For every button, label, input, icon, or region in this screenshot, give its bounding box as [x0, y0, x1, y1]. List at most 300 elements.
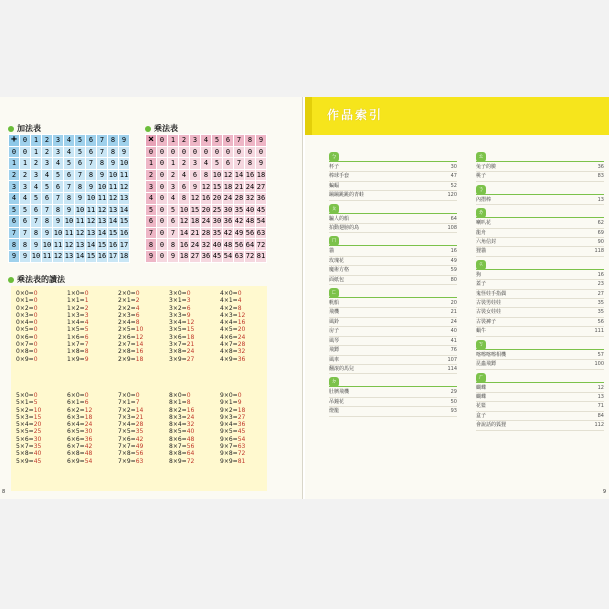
recitation-answer: 28 — [237, 341, 246, 349]
index-entry-name: 狸貓 — [476, 248, 487, 255]
recitation-answer: 7 — [135, 399, 140, 407]
recitation-line — [16, 348, 38, 355]
addition-cell: 9 — [53, 216, 64, 228]
addition-header-cell: 4 — [64, 135, 75, 147]
multiplication-row — [146, 250, 267, 262]
index-group — [476, 185, 604, 205]
multiplication-cell: 9 — [256, 158, 267, 170]
recitation-equation: 1×9= — [67, 355, 85, 363]
index-entry-name: 貓 — [329, 248, 335, 255]
addition-cell: 10 — [75, 205, 85, 214]
recitation-equation: 1×1= — [67, 297, 85, 305]
recitation-equation: 4×5= — [220, 326, 238, 334]
recitation-title: 乘法表的讀法 — [8, 274, 65, 285]
addition-header-cell: 7 — [97, 135, 108, 147]
addition-cell: 13 — [97, 217, 107, 226]
recitation-column — [169, 392, 194, 465]
recitation-answer: 0 — [186, 392, 191, 399]
index-entry — [476, 384, 604, 393]
index-entry-page: 76 — [450, 347, 457, 354]
recitation-answer: 8 — [135, 319, 140, 327]
multiplication-cell: 35 — [234, 205, 244, 214]
recitation-line — [169, 421, 194, 428]
recitation-answer: 32 — [186, 421, 195, 429]
index-group-header — [329, 377, 457, 387]
addition-cell: 11 — [97, 194, 107, 203]
multiplication-cell: 32 — [201, 240, 211, 249]
recitation-line — [118, 326, 143, 333]
recitation-column — [67, 290, 89, 363]
recitation-equation: 6×6= — [67, 435, 85, 443]
recitation-line — [67, 290, 89, 297]
multiplication-cell: 30 — [223, 205, 233, 214]
addition-header-cell: 0 — [20, 135, 31, 147]
index-group — [329, 152, 457, 201]
index-entry-name: 花籃 — [476, 403, 487, 410]
index-entry-name: 蝴蝶 — [476, 384, 487, 391]
multiplication-row — [146, 216, 267, 228]
banner-tab — [305, 97, 312, 135]
index-entry-page: 111 — [594, 328, 604, 335]
recitation-line — [67, 326, 89, 333]
index-entry-page: 62 — [597, 220, 604, 227]
index-group — [329, 288, 457, 374]
recitation-line — [118, 399, 143, 406]
addition-cell: 6 — [75, 158, 86, 170]
addition-cell: 15 — [119, 217, 129, 226]
recitation-line — [16, 297, 38, 304]
addition-cell: 7 — [53, 192, 64, 204]
addition-cell: 15 — [86, 252, 96, 261]
multiplication-cell: 21 — [234, 182, 244, 191]
addition-cell: 9 — [42, 227, 53, 239]
recitation-equation: 3×3= — [169, 311, 187, 319]
addition-cell: 4 — [53, 158, 64, 170]
index-entry — [329, 276, 457, 285]
recitation-answer: 18 — [135, 355, 144, 363]
recitation-line — [220, 392, 245, 399]
addition-cell: 10 — [53, 229, 63, 238]
recitation-line — [169, 399, 194, 406]
index-entry — [476, 299, 604, 308]
index-letter-badge: ㄏ — [477, 373, 484, 381]
index-entry — [476, 402, 604, 411]
multiplication-cell: 35 — [212, 229, 222, 238]
recitation-line — [220, 348, 245, 355]
recitation-line — [220, 326, 245, 333]
recitation-line — [169, 414, 194, 421]
addition-cell: 8 — [53, 204, 64, 216]
addition-cell: 8 — [20, 239, 31, 251]
recitation-answer: 0 — [237, 290, 242, 297]
addition-cell: 10 — [108, 171, 118, 180]
addition-cell: 9 — [97, 169, 108, 181]
multiplication-cell: 0 — [223, 146, 234, 158]
addition-cell: 6 — [31, 204, 42, 216]
recitation-equation: 4×1= — [220, 297, 238, 305]
recitation-answer: 0 — [33, 333, 38, 341]
addition-cell: 8 — [31, 227, 42, 239]
multiplication-cell: 0 — [168, 146, 179, 158]
addition-row-header-cell: 3 — [9, 181, 20, 193]
recitation-line — [220, 356, 245, 363]
recitation-equation: 5×3= — [16, 413, 34, 421]
multiplication-cell: 8 — [245, 158, 256, 170]
index-entry — [329, 346, 457, 355]
recitation-equation: 3×5= — [169, 326, 187, 334]
recitation-equation: 8×7= — [169, 443, 187, 451]
index-entry-name: 蝸牛 — [476, 328, 487, 335]
recitation-line — [16, 356, 38, 363]
addition-header-row — [9, 135, 130, 147]
multiplication-cell: 9 — [190, 181, 201, 193]
recitation-answer: 0 — [186, 290, 191, 297]
index-entry — [476, 318, 604, 327]
addition-cell: 5 — [75, 146, 86, 158]
recitation-column — [118, 290, 143, 363]
recitation-answer: 8 — [237, 304, 242, 312]
multiplication-cell: 8 — [201, 169, 212, 181]
recitation-answer: 5 — [84, 326, 89, 334]
recitation-equation: 2×7= — [118, 341, 136, 349]
bullet-icon — [145, 126, 151, 132]
addition-cell: 7 — [86, 158, 97, 170]
index-entry-page: 56 — [597, 318, 604, 325]
multiplication-cell: 56 — [245, 229, 255, 238]
multiplication-cell: 30 — [212, 217, 222, 226]
index-group-header — [476, 152, 604, 162]
multiplication-cell: 0 — [157, 239, 168, 251]
recitation-answer: 72 — [237, 450, 246, 458]
multiplication-cell: 40 — [212, 240, 222, 249]
multiplication-cell: 15 — [190, 205, 200, 214]
recitation-line — [16, 319, 38, 326]
recitation-answer: 7 — [84, 341, 89, 349]
index-entry — [476, 172, 604, 181]
multiplication-cell: 63 — [234, 252, 244, 261]
recitation-answer: 12 — [135, 333, 144, 341]
addition-cell: 5 — [31, 192, 42, 204]
addition-row — [9, 250, 130, 262]
multiplication-header-cell: 5 — [212, 135, 223, 147]
index-entry-page: 118 — [594, 248, 604, 255]
addition-cell: 12 — [119, 182, 129, 191]
recitation-line — [169, 290, 194, 297]
multiplication-row-header-cell: 1 — [146, 158, 157, 170]
index-entry-page: 93 — [450, 408, 457, 415]
addition-cell: 4 — [64, 146, 75, 158]
recitation-answer: 1 — [84, 297, 89, 305]
index-entry — [329, 398, 457, 407]
recitation-line — [169, 356, 194, 363]
index-group — [476, 340, 604, 370]
index-letter-badge: ㄋ — [477, 185, 484, 193]
addition-row-header-cell: 5 — [9, 204, 20, 216]
recitation-line — [16, 290, 38, 297]
index-entry-page: 13 — [597, 196, 604, 203]
multiplication-cell: 0 — [179, 146, 190, 158]
recitation-equation: 5×1= — [16, 399, 34, 407]
addition-cell: 3 — [20, 181, 31, 193]
multiplication-cell: 16 — [179, 240, 189, 249]
recitation-equation: 8×9= — [169, 457, 187, 465]
index-entry-page: 30 — [450, 164, 457, 170]
recitation-column — [220, 392, 245, 465]
index-letter-badge: ㄉ — [330, 378, 337, 386]
recitation-line — [118, 421, 143, 428]
recitation-line — [220, 443, 245, 450]
index-entry-name: 面紙包 — [329, 276, 345, 283]
addition-cell: 16 — [97, 252, 107, 261]
multiplication-cell: 4 — [179, 169, 190, 181]
recitation-equation: 3×1= — [169, 297, 187, 305]
multiplication-row — [146, 239, 267, 251]
recitation-line — [118, 392, 143, 399]
multiplication-cell: 9 — [168, 250, 179, 262]
index-entry-name: 騙人的船 — [329, 215, 350, 222]
multiplication-cell: 32 — [245, 194, 255, 203]
index-letter-badge: ㄈ — [330, 289, 337, 297]
recitation-answer: 36 — [237, 355, 246, 363]
recitation-answer: 64 — [186, 450, 195, 458]
multiplication-cell: 36 — [201, 252, 211, 261]
multiplication-cell: 4 — [201, 158, 212, 170]
index-entry-name: 吊鐘花 — [329, 398, 345, 405]
index-group-header — [476, 185, 604, 195]
index-entry-name: 龍舟 — [476, 229, 487, 236]
index-group-header — [476, 340, 604, 350]
index-entry-page: 36 — [597, 164, 604, 170]
multiplication-row-header-cell: 6 — [146, 216, 157, 228]
index-letter-badge: ㄊ — [477, 153, 484, 160]
index-entry — [329, 163, 457, 172]
addition-cell: 9 — [86, 181, 97, 193]
index-entry-page: 20 — [450, 300, 457, 307]
addition-row-header-cell: 4 — [9, 192, 20, 204]
recitation-line — [16, 421, 41, 428]
recitation-line — [118, 341, 143, 348]
multiplication-cell: 14 — [179, 229, 189, 238]
recitation-line — [67, 312, 89, 319]
recitation-answer: 12 — [237, 311, 246, 319]
index-entry-name: 盒子 — [476, 412, 487, 419]
multiplication-cell: 72 — [256, 240, 266, 249]
recitation-line — [16, 334, 38, 341]
bullet-icon — [8, 126, 14, 132]
recitation-answer: 14 — [135, 341, 144, 349]
recitation-line — [118, 305, 143, 312]
index-entry-page: 83 — [597, 173, 604, 180]
addition-row-header-cell: 0 — [9, 146, 20, 158]
addition-cell: 14 — [108, 217, 118, 226]
multiplication-cell: 0 — [157, 192, 168, 204]
index-letter-badge: ㄌ — [477, 209, 484, 217]
multiplication-cell: 14 — [234, 171, 244, 180]
multiplication-header-row — [146, 135, 267, 147]
recitation-equation: 2×0= — [118, 290, 136, 297]
recitation-answer: 4 — [84, 319, 89, 327]
recitation-equation: 6×2= — [67, 406, 85, 414]
recitation-equation: 5×4= — [16, 421, 34, 429]
index-group-header — [329, 236, 457, 246]
recitation-equation: 6×0= — [67, 392, 85, 399]
addition-cell: 12 — [86, 217, 96, 226]
addition-cell: 9 — [64, 204, 75, 216]
recitation-equation: 5×5= — [16, 428, 34, 436]
recitation-line — [169, 305, 194, 312]
addition-cell: 16 — [108, 240, 118, 249]
multiplication-cell: 12 — [201, 182, 211, 191]
recitation-equation: 8×6= — [169, 435, 187, 443]
recitation-line — [16, 341, 38, 348]
recitation-equation: 7×6= — [118, 435, 136, 443]
recitation-equation: 2×1= — [118, 297, 136, 305]
recitation-column — [169, 290, 194, 363]
index-entry-page: 27 — [597, 290, 604, 297]
index-entry — [329, 356, 457, 365]
recitation-answer: 72 — [186, 457, 195, 465]
recitation-equation: 1×6= — [67, 333, 85, 341]
addition-cell: 8 — [86, 169, 97, 181]
recitation-column — [67, 392, 92, 465]
addition-cell: 3 — [42, 158, 53, 170]
recitation-line — [220, 414, 245, 421]
multiplication-cell: 0 — [256, 146, 267, 158]
multiplication-cell: 7 — [234, 158, 245, 170]
multiplication-row — [146, 169, 267, 181]
multiplication-cell: 0 — [157, 216, 168, 228]
multiplication-cell: 0 — [157, 250, 168, 262]
index-entry — [476, 327, 604, 336]
recitation-answer: 16 — [237, 319, 246, 327]
index-entry-name: 風鈴 — [329, 318, 340, 325]
recitation-line — [118, 319, 143, 326]
addition-cell: 10 — [86, 194, 96, 203]
recitation-equation: 4×8= — [220, 348, 238, 356]
recitation-answer: 27 — [186, 355, 195, 363]
addition-cell: 7 — [20, 227, 31, 239]
recitation-equation: 9×9= — [220, 457, 238, 465]
multiplication-cell: 81 — [256, 252, 266, 261]
recitation-answer: 18 — [84, 413, 93, 421]
index-entry-name: 狗 — [476, 271, 482, 278]
recitation-equation: 8×4= — [169, 421, 187, 429]
multiplication-header-cell: 1 — [168, 135, 179, 147]
recitation-answer: 30 — [33, 435, 42, 443]
multiplication-cell: 54 — [256, 217, 266, 226]
index-entry-page: 12 — [597, 384, 604, 391]
index-entry-name: 內摺棒 — [476, 196, 492, 203]
index-entry — [476, 421, 604, 430]
recitation-equation: 7×8= — [118, 450, 136, 458]
index-entry — [476, 308, 604, 317]
recitation-equation: 7×3= — [118, 413, 136, 421]
recitation-line — [169, 341, 194, 348]
recitation-answer: 54 — [237, 435, 246, 443]
index-entry-name: 桃子 — [476, 173, 487, 180]
recitation-line — [16, 407, 41, 414]
index-entry-name: 飛機 — [329, 309, 340, 316]
multiplication-cell: 54 — [223, 252, 233, 261]
recitation-answer: 0 — [33, 355, 38, 363]
index-group-header — [329, 204, 457, 214]
recitation-equation: 4×3= — [220, 311, 238, 319]
recitation-line — [169, 407, 194, 414]
recitation-answer: 9 — [186, 311, 191, 319]
multiplication-cell: 49 — [234, 229, 244, 238]
multiplication-cell: 1 — [168, 158, 179, 170]
index-letter-badge: ㄆ — [330, 204, 337, 212]
recitation-equation: 2×5= — [118, 326, 136, 334]
addition-cell: 12 — [75, 229, 85, 238]
index-entry-page: 114 — [447, 365, 457, 372]
recitation-equation: 5×9= — [16, 457, 34, 465]
recitation-line — [67, 399, 92, 406]
recitation-answer: 45 — [33, 457, 42, 465]
recitation-line — [67, 436, 92, 443]
addition-cell: 10 — [42, 240, 52, 249]
index-entry-name: 蓋子 — [476, 281, 487, 288]
recitation-line — [220, 290, 245, 297]
index-entry-page: 35 — [597, 309, 604, 316]
page-number: 9 — [602, 489, 606, 495]
multiplication-cell: 45 — [212, 252, 222, 261]
multiplication-row — [146, 227, 267, 239]
multiplication-cell: 7 — [168, 227, 179, 239]
index-entry-page: 23 — [597, 281, 604, 288]
recitation-equation: 2×3= — [118, 311, 136, 319]
addition-cell: 7 — [75, 169, 86, 181]
multiplication-row — [146, 181, 267, 193]
index-entry-page: 21 — [450, 309, 457, 316]
title-banner — [305, 97, 609, 135]
recitation-line — [169, 436, 194, 443]
recitation-equation: 4×6= — [220, 333, 238, 341]
index-entry-page: 52 — [450, 182, 457, 189]
recitation-equation: 6×4= — [67, 421, 85, 429]
multiplication-cell: 48 — [245, 217, 255, 226]
recitation-answer: 42 — [135, 435, 144, 443]
recitation-answer: 15 — [186, 326, 195, 334]
addition-cell: 14 — [75, 252, 85, 261]
recitation-equation: 0×3= — [16, 311, 34, 319]
index-entry — [329, 247, 457, 256]
recitation-equation: 1×3= — [67, 311, 85, 319]
index-entry-name: 拍動翅膀的鳥 — [329, 225, 360, 232]
addition-cell: 13 — [119, 194, 129, 203]
recitation-equation: 9×2= — [220, 406, 238, 414]
recitation-equation: 9×8= — [220, 450, 238, 458]
addition-cell: 8 — [75, 181, 86, 193]
index-entry-name: 蝴蝶 — [476, 393, 487, 400]
multiplication-row-header-cell: 4 — [146, 192, 157, 204]
index-entry — [329, 388, 457, 397]
recitation-equation: 8×0= — [169, 392, 187, 399]
index-letter-badge: ㄅ — [330, 153, 337, 160]
multiplication-header-cell: 9 — [256, 135, 267, 147]
index-entry — [329, 337, 457, 346]
addition-cell: 13 — [86, 229, 96, 238]
recitation-equation: 4×4= — [220, 319, 238, 327]
index-entry — [329, 191, 457, 200]
recitation-answer: 4 — [237, 297, 242, 305]
index-entry-page: 80 — [450, 276, 457, 283]
recitation-answer: 6 — [186, 304, 191, 312]
index-entry-page: 71 — [597, 403, 604, 410]
recitation-answer: 20 — [33, 421, 42, 429]
addition-cell: 4 — [42, 169, 53, 181]
recitation-equation: 7×7= — [118, 443, 136, 451]
